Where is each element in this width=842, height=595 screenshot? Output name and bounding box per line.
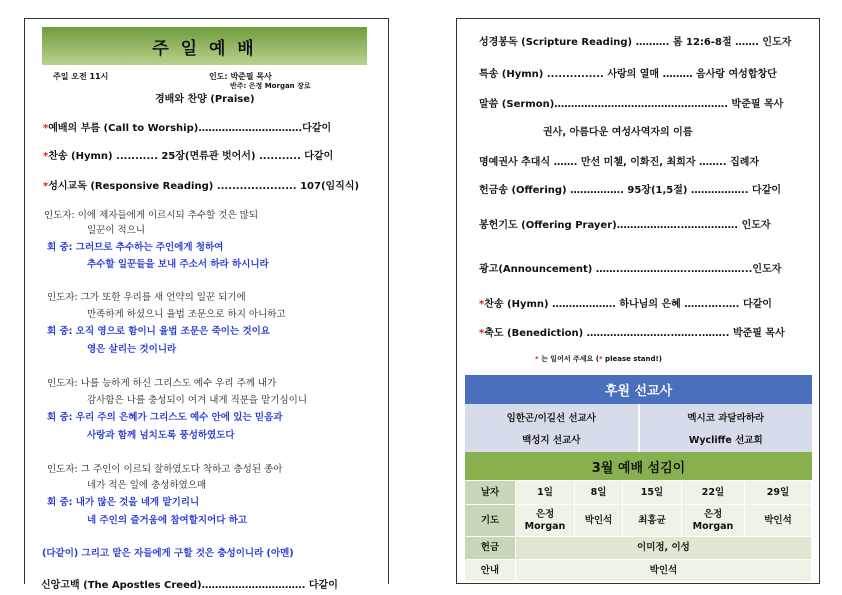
reading-leader-line: 감사함은 나를 충성되이 여겨 내게 직분을 맡기심이니 (87, 395, 308, 406)
order-item: 명예권사 추대식 ……. 만선 미첼, 이화진, 최희자 …….. 집례자 (479, 157, 760, 168)
table-cell: 헌금 (465, 537, 515, 559)
table-cell: 박인석 (575, 505, 622, 536)
sermon-title: 권사, 아름다운 여성사역자의 이름 (543, 127, 693, 138)
reading-leader-line: 일꾼이 적으니 (87, 225, 146, 236)
reading-response-line: 영은 살리는 것이니라 (87, 344, 177, 355)
stand-star: * (479, 299, 485, 310)
support-cell: Wycliffe 선교회 (640, 426, 813, 452)
reading-leader-line: 인도자: 이에 제자들에게 이르시되 추수할 것은 많되 (44, 210, 259, 221)
order-item: *찬송 (Hymn) ………………. 하나님의 은혜 …….…..…. 다같이 (479, 299, 772, 310)
order-item: 광고(Announcement) ……..………………..……………...인도자 (479, 264, 782, 275)
duty-title: 3월 예배 섬김이 (465, 452, 812, 480)
left-panel (24, 18, 389, 591)
reading-response-line: 회 중: 내가 많은 것을 네게 맡기리니 (47, 497, 200, 508)
order-item: 특송 (Hymn) ............... 사랑의 열매 ……… 음사랑 여성합창단 (479, 69, 777, 80)
table-cell: 박인석 (516, 560, 811, 581)
service-leader: 인도: 박준필 목사 (209, 72, 272, 81)
table-cell: 박인석 (745, 505, 811, 536)
support-cell: 임한곤/이길선 선교사 (465, 404, 640, 430)
reading-leader-line: 만족하게 하셨으니 율법 조문으로 하지 아니하고 (87, 309, 286, 320)
table-row (465, 481, 812, 505)
order-item: 말씀 (Sermon)……………………………………………. 박준필 목사 (479, 99, 784, 110)
stand-star: * (43, 181, 49, 192)
stand-star: * (43, 123, 49, 134)
table-cell: 이미정, 이성 (516, 537, 811, 559)
table-row (465, 537, 812, 560)
table-cell: 29일 (745, 481, 811, 504)
table-cell: 8일 (575, 481, 622, 504)
order-item: *축도 (Benediction) ……………………..……..…….. 박준필 목사 (479, 328, 785, 339)
duty-table (465, 481, 812, 582)
table-cell: 22일 (682, 481, 744, 504)
reading-leader-line: 인도자: 그가 또한 우리를 새 언약의 일꾼 되기에 (47, 292, 246, 303)
stand-star: * (479, 328, 485, 339)
order-item: 성경봉독 (Scripture Reading) ………. 롬 12:6-8절 ……. 인도자 (479, 37, 792, 48)
table-cell: 은정 Morgan (682, 505, 744, 536)
closing-reading: (다같이) 그리고 맡은 자들에게 구할 것은 충성이니라 (아멘) (42, 548, 294, 559)
support-title: 후원 선교사 (465, 375, 812, 404)
reading-response-line: 네 주인의 즐거움에 참여할지어다 하고 (87, 515, 248, 526)
table-cell: 안내 (465, 560, 515, 581)
reading-response-line: 추수할 일꾼들을 보내 주소서 하라 하시니라 (87, 259, 269, 270)
table-row (465, 505, 812, 537)
reading-response-line: 사랑과 함께 넘치도록 풍성하였도다 (87, 430, 235, 441)
reading-response-line: 회 중: 우리 주의 은혜가 그리스도 예수 안에 있는 믿음과 (47, 412, 283, 423)
right-panel (456, 18, 820, 584)
table-cell: 기도 (465, 505, 515, 536)
reading-response-line: 회 중: 그러므로 추수하는 주인에게 청하여 (47, 242, 224, 253)
table-cell: 날자 (465, 481, 515, 504)
support-cell: 백성지 선교사 (465, 426, 640, 452)
reading-response-line: 회 중: 오직 영으로 함이니 율법 조문은 죽이는 것이요 (47, 326, 270, 337)
table-cell: 1일 (516, 481, 574, 504)
service-time: 주일 오전 11시 (53, 72, 109, 81)
stand-star: * (43, 151, 49, 162)
table-cell: 15일 (623, 481, 681, 504)
section-praise: 경배와 찬양 (Praise) (155, 94, 255, 105)
stand-note: * 는 일어서 주세요 (* please stand!) (535, 355, 662, 363)
creed-line: 신앙고백 (The Apostles Creed)…………………………. 다같이 (41, 580, 338, 591)
service-accompanist: 반주: 은정 Morgan 장로 (230, 82, 311, 90)
table-cell: 최홍균 (623, 505, 681, 536)
reading-leader-line: 인도자: 그 주인이 이르되 잘하였도다 착하고 충성된 종아 (47, 464, 283, 475)
support-row (465, 426, 812, 452)
table-row (465, 560, 812, 582)
reading-leader-line: 인도자: 나를 능하게 하신 그리스도 예수 우리 주께 내가 (47, 378, 277, 389)
order-item: 헌금송 (Offering) ……………. 95장(1,5절) …………….. 다같이 (479, 185, 782, 196)
support-cell: 멕시코 과달라하라 (640, 404, 813, 430)
order-item: 봉헌기도 (Offering Prayer)………………..……………. 인도자 (479, 220, 771, 231)
service-title: 주 일 예 배 (42, 27, 367, 65)
order-item: *예배의 부름 (Call to Worship)………………………….다같이 (43, 123, 332, 134)
reading-leader-line: 네가 적은 일에 충성하였으매 (87, 480, 207, 491)
order-item: *성시교독 (Responsive Reading) ..................... 107(임직식) (43, 181, 360, 192)
order-item: *찬송 (Hymn) ........... 25장(면류관 벗어서) ........... 다같이 (43, 151, 334, 162)
table-cell: 은정 Morgan (516, 505, 574, 536)
